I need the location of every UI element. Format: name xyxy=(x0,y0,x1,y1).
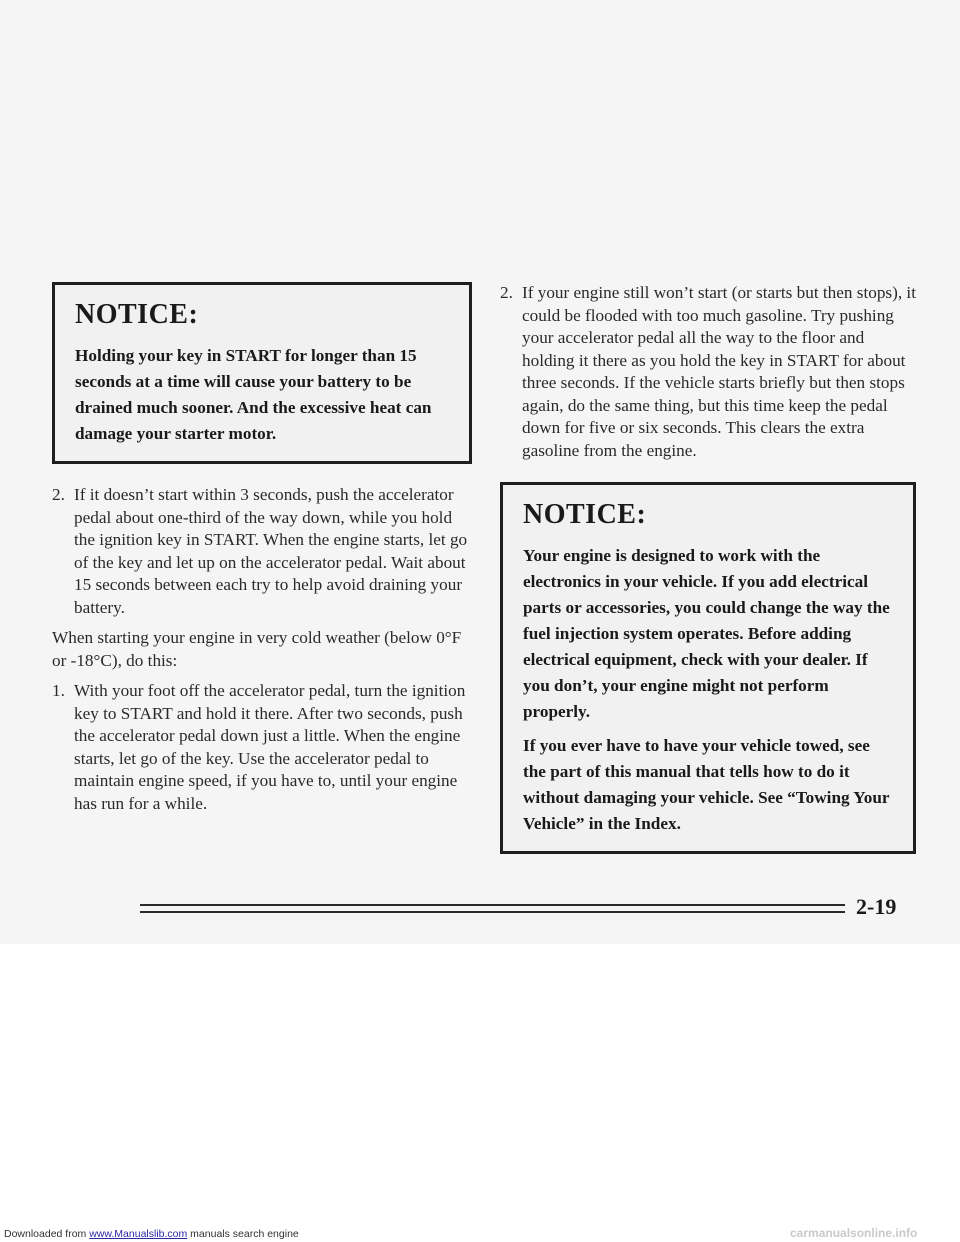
notice-box-battery xyxy=(52,282,472,464)
cold-weather-intro: When starting your engine in very cold weather (below 0°F or -18°C), do this: xyxy=(52,628,462,670)
step-text: If your engine still won’t start (or starts but then stops), it could be flooded with too much gasoline. Try pushing your accelerator pedal all the way to the floor and holding it there as you hold the key in START for about three seconds. If the vehicle starts briefly but then stops again, do the same thing, but this time keep the pedal down for five or six seconds. This clears the extra gasoline from the engine. xyxy=(522,283,916,460)
notice-paragraph-1: Your engine is designed to work with the electronics in your vehicle. If you add electrical parts or accessories, you could change the way the fuel injection system operates. Before adding electrical equipment, check with your dealer. If you don’t, your engine might not perform properly. xyxy=(523,546,890,721)
rule-line-bottom xyxy=(140,911,845,913)
step-number: 2. xyxy=(500,283,513,302)
step-text: With your foot off the accelerator pedal, turn the ignition key to START and hold it there. After two seconds, push the accelerator pedal down just a little. When the engine starts, let go of the key. Use the accelerator pedal to maintain engine speed, if you have to, until your engine has run for a while. xyxy=(74,681,466,813)
step-number: 1. xyxy=(52,681,65,700)
step-text: If it doesn’t start within 3 seconds, push the accelerator pedal about one-third of the way down, while you hold the ignition key in START. When the engine starts, let go of the key and let up on the accelerator pedal. Wait about 15 seconds between each try to help avoid draining your battery. xyxy=(74,485,468,617)
manualslib-link[interactable]: www.Manualslib.com xyxy=(89,1228,188,1240)
rule-line-top xyxy=(140,904,845,906)
notice-text: Holding your key in START for longer than 15 seconds at a time will cause your battery to be drained much sooner. And the excessive heat can damage your starter motor. xyxy=(75,346,432,443)
site-watermark: carmanualsonline.info xyxy=(790,1226,918,1240)
cold-step-1 xyxy=(52,680,472,815)
left-column xyxy=(52,282,472,815)
notice-heading: NOTICE: xyxy=(523,499,647,530)
step-2-flooded xyxy=(500,282,920,462)
download-footer xyxy=(4,1228,299,1240)
footer-suffix: manuals search engine xyxy=(187,1228,299,1240)
step-number: 2. xyxy=(52,485,65,504)
page-number: 2-19 xyxy=(856,894,897,919)
notice-box-electronics xyxy=(500,482,916,854)
notice-heading: NOTICE: xyxy=(75,299,199,330)
footer-rules xyxy=(140,904,845,914)
notice-paragraph-2: If you ever have to have your vehicle towed, see the part of this manual that tells how to do it without damaging your vehicle. See “Towing Your Vehicle” in the Index. xyxy=(523,736,890,833)
footer-prefix: Downloaded from xyxy=(4,1228,90,1240)
step-2-retry xyxy=(52,484,472,619)
right-column xyxy=(500,282,920,854)
